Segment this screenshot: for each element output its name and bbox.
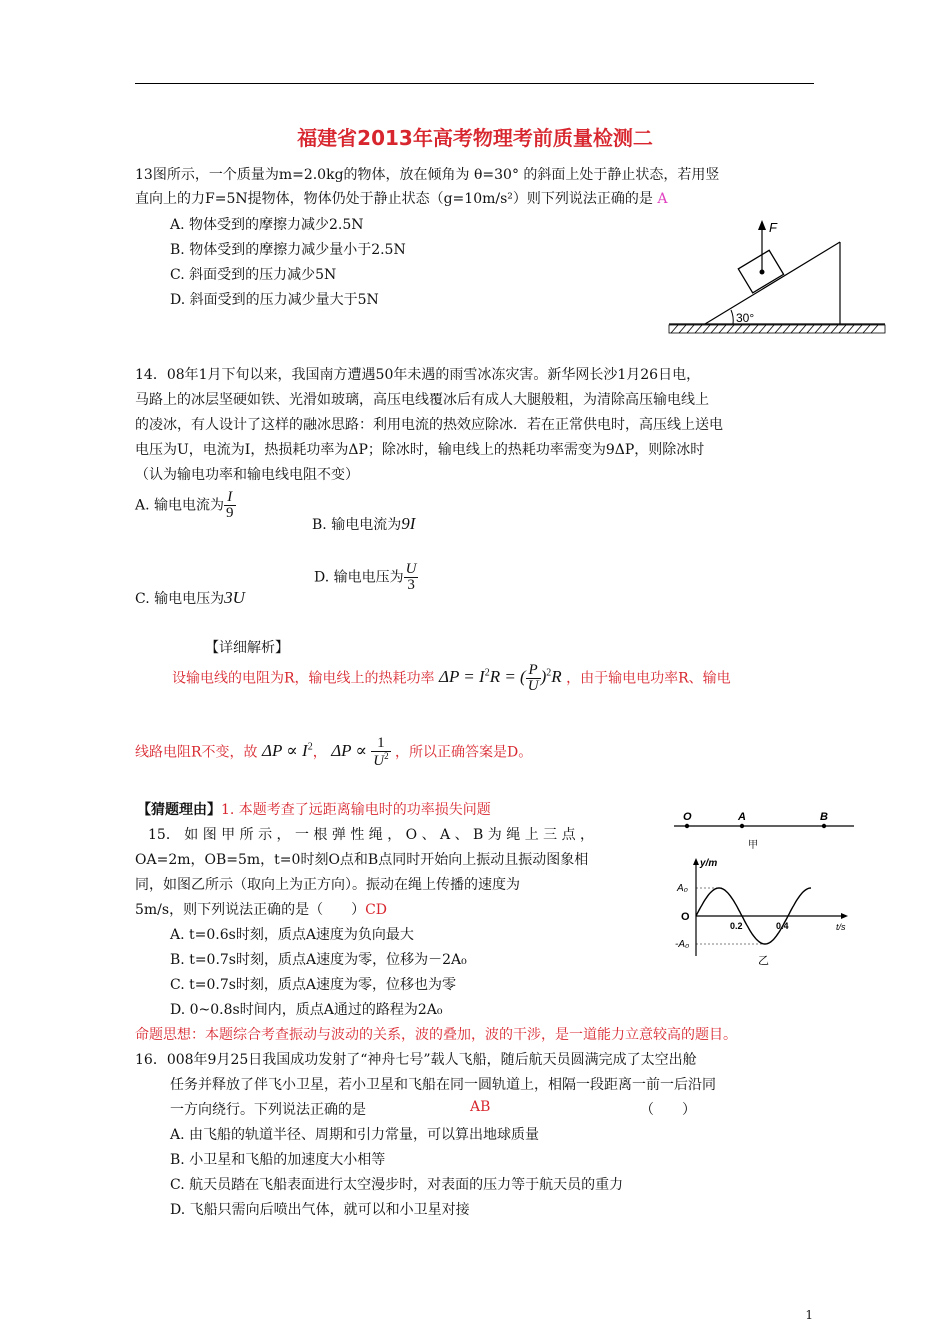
- q14-option-b-value: 9I: [401, 514, 416, 533]
- x-axis-arrow: [841, 913, 848, 919]
- q14-option-d-text: D. 输电电压为: [314, 569, 404, 586]
- q16-option-a: A. 由飞船的轨道半径、周期和引力常量，可以算出地球质量: [170, 1127, 540, 1143]
- q16-line3: 一方向绕行。下列说法正确的是: [170, 1102, 366, 1118]
- incline-figure: [665, 212, 890, 342]
- q14-analysis-header: 【详细解析】: [205, 640, 289, 656]
- angle-label: 30°: [736, 311, 755, 325]
- q13-option-c: C. 斜面受到的压力减少5N: [170, 267, 337, 283]
- q15-line4-text: 5m/s，则下列说法正确的是（ ）: [135, 902, 366, 918]
- q14-option-a: [135, 490, 236, 521]
- point-o: [685, 824, 689, 828]
- formula-part: ΔP ∝ I: [262, 741, 308, 761]
- formula-part: R: [551, 667, 562, 687]
- q14-option-c-text: C. 输电电压为: [135, 591, 225, 607]
- a0-label: A₀: [677, 883, 688, 894]
- q16-option-d: D. 飞船只需向后喷出气体，就可以和小卫星对接: [170, 1202, 470, 1218]
- q16-paren: （ ）: [640, 1102, 696, 1118]
- rope-figure-jia: [672, 806, 862, 852]
- q14-analysis-line2: [135, 736, 532, 769]
- q14-option-a-text: A. 输电电流为: [135, 497, 225, 514]
- q14-line2: 马路上的冰层坚硬如铁、光滑如玻璃，高压电线覆冰后有成人大腿般粗，为清除高压输电线上: [135, 392, 709, 408]
- formula-frac-num: 1: [371, 736, 390, 752]
- formula-part: ): [540, 667, 547, 687]
- header-rule: [135, 83, 814, 84]
- q13-option-b: B. 物体受到的摩擦力减少量小于2.5N: [170, 242, 406, 258]
- q14-line3: 的凌冰，有人设计了这样的融冰思路：利用电流的热效应除冰．若在正常供电时，高压线上送电: [135, 417, 723, 433]
- q15-option-c: C. t=0.7s时刻，质点A速度为零，位移也为零: [170, 977, 457, 993]
- ground-hatch-lines: [671, 325, 878, 333]
- force-arrow-head: [758, 220, 766, 230]
- q14-line4: 电压为U，电流为I，热损耗功率为ΔP；除冰时，输电线上的热耗功率需变为9ΔP，则除冰时: [135, 442, 705, 458]
- q15-option-d: D. 0~0.8s时间内，质点A通过的路程为2A₀: [170, 1002, 443, 1018]
- q16-option-b: B. 小卫星和飞船的加速度大小相等: [170, 1152, 386, 1168]
- q15-line2: OA=2m，OB=5m，t=0时刻O点和B点同时开始向上振动且振动图象相: [135, 852, 589, 868]
- q14-reason-text: 1. 本题考查了远距离输电时的功率损失问题: [221, 802, 491, 818]
- origin-label: O: [681, 911, 690, 923]
- incline-slope: [705, 242, 840, 324]
- q14-option-b-text: B. 输电电流为: [312, 517, 402, 533]
- formula-frac-den: U: [373, 753, 385, 769]
- q13-option-a: A. 物体受到的摩擦力减少2.5N: [170, 217, 364, 233]
- tick-0-4: 0.4: [776, 921, 789, 931]
- point-b: [822, 824, 826, 828]
- q15-line1: 15． 如 图 甲 所 示 ， 一 根 弹 性 绳 ， O 、 A 、 B 为 绳 上 三 点 ，: [148, 827, 595, 843]
- formula-part: ΔP = I: [439, 667, 485, 687]
- y-label: y/m: [700, 858, 718, 869]
- page-title: 福建省2013年高考物理考前质量检测二: [297, 126, 653, 150]
- q13-line2: [135, 188, 667, 208]
- y-axis-arrow: [693, 858, 699, 865]
- page-number: 1: [805, 1308, 813, 1322]
- point-a: [740, 824, 744, 828]
- formula-exponent: 2: [546, 667, 552, 679]
- q14-option-d-num: U: [405, 561, 417, 577]
- q15-option-b: B. t=0.7s时刻，质点A速度为零，位移为－2A₀: [170, 952, 467, 968]
- q14-analysis1-pre: 设输电线的电阻为R，输电线上的热耗功率: [172, 670, 435, 687]
- q16-line2: 任务并释放了伴飞小卫星，若小卫星和飞船在同一圆轨道上，相隔一段距离一前一后沿同: [170, 1077, 716, 1093]
- formula-frac-num: P: [526, 663, 541, 679]
- q13-option-d: D. 斜面受到的压力减少量大于5N: [170, 292, 379, 308]
- formula-comma: ，: [312, 744, 327, 761]
- q14-option-b: [312, 514, 415, 534]
- neg-a0-label: -A₀: [675, 939, 690, 950]
- formula-exponent: 2: [384, 751, 389, 761]
- formula-exponent: 2: [307, 741, 313, 753]
- force-label: F: [769, 220, 777, 235]
- q15-option-a: A. t=0.6s时刻，质点A速度为负向最大: [170, 927, 414, 943]
- q14-reason: [137, 799, 491, 819]
- formula-frac-den: U: [527, 678, 539, 694]
- formula-part: R = (: [489, 667, 526, 687]
- q14-reason-label: 【猜题理由】: [137, 802, 221, 818]
- q15-answer: CD: [365, 902, 388, 918]
- q14-option-c: [135, 588, 245, 608]
- formula-exponent: 2: [484, 667, 490, 679]
- tick-0-2: 0.2: [730, 921, 743, 931]
- q16-answer: AB: [470, 1099, 491, 1115]
- q14-analysis2-pre: 线路电阻R不变，故: [135, 744, 258, 761]
- q14-option-d: [314, 562, 418, 593]
- q14-line5: （认为输电功率和输电线电阻不变）: [135, 467, 359, 483]
- q16-line1: 16．008年9月25日我国成功发射了“神舟七号”载人飞船，随后航天员圆满完成了太空出舱: [135, 1052, 697, 1068]
- q14-analysis1-post: ，由于输电电功率R、输电: [566, 670, 731, 687]
- q14-option-d-den: 3: [407, 577, 415, 593]
- x-label: t/s: [836, 922, 846, 932]
- q15-line3: 同，如图乙所示（取向上为正方向）。振动在绳上传播的速度为: [135, 877, 520, 893]
- q14-option-a-den: 9: [226, 505, 234, 521]
- label-b: B: [820, 811, 828, 823]
- q14-analysis-line1: [172, 663, 731, 694]
- q15-comment: 命题思想：本题综合考查振动与波动的关系，波的叠加，波的干涉，是一道能力立意较高的题目。: [135, 1027, 737, 1043]
- caption-yi: 乙: [758, 955, 769, 967]
- q16-option-c: C. 航天员踏在飞船表面进行太空漫步时，对表面的压力等于航天员的重力: [170, 1177, 624, 1193]
- label-o: O: [683, 811, 692, 823]
- formula-part: ΔP ∝: [331, 741, 367, 761]
- caption-jia: 甲: [748, 840, 758, 851]
- q14-analysis2-post: ，所以正确答案是D。: [395, 744, 533, 761]
- q15-line4: [135, 899, 387, 919]
- q13-line1: 13图所示，一个质量为m=2.0kg的物体，放在倾角为 θ=30° 的斜面上处于静止状态，若用竖: [135, 167, 720, 183]
- label-a: A: [738, 811, 746, 823]
- q14-line1: 14．08年1月下旬以来，我国南方遭遇50年未遇的雨雪冰冻灾害。新华网长沙1月26日电，: [135, 367, 701, 383]
- q13-line2-text: 直向上的力F=5N提物体，物体仍处于静止状态（g=10m/s²）则下列说法正确的是: [135, 191, 653, 207]
- q14-option-c-value: 3U: [224, 588, 245, 607]
- vibration-graph-yi: [672, 856, 862, 968]
- q13-answer: A: [657, 191, 668, 207]
- angle-arc: [731, 310, 733, 324]
- q14-option-a-num: I: [224, 490, 236, 506]
